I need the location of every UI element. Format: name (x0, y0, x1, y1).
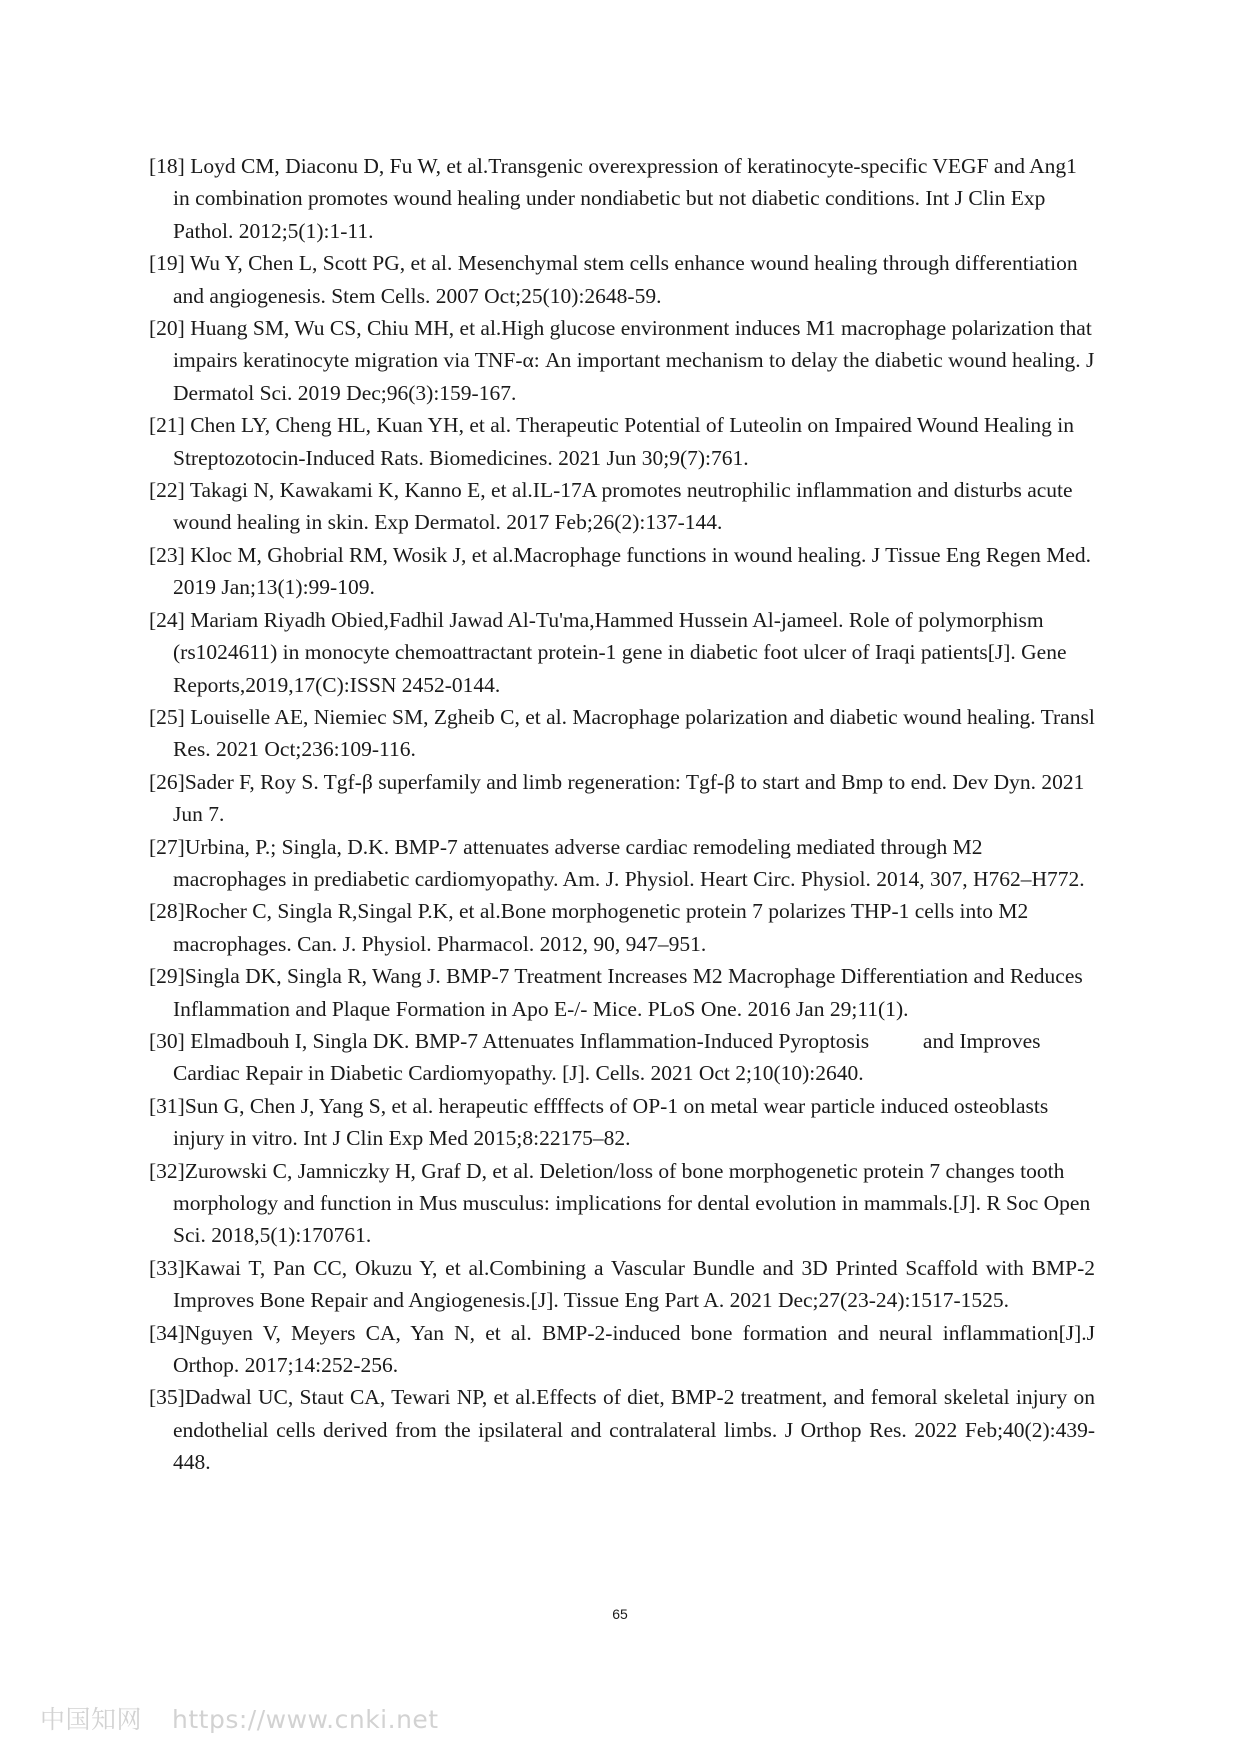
reference-item (149, 312, 1095, 409)
reference-number: [34] (149, 1320, 185, 1345)
reference-item (149, 701, 1095, 766)
reference-number: [26] (149, 769, 185, 794)
reference-item (149, 247, 1095, 312)
watermark-site-name: 中国知网 (40, 1705, 143, 1734)
reference-number: [35] (149, 1385, 185, 1410)
reference-item (149, 831, 1095, 896)
page-number: 65 (612, 1606, 628, 1622)
reference-item (149, 1252, 1095, 1317)
reference-item (149, 1381, 1095, 1478)
reference-text: Zurowski C, Jamniczky H, Graf D, et al. Deletion/loss of bone morphogenetic protein 7 changes tooth morphology and function in Mus musculus: implications for dental evolution in mammals.[J]. R Soc Open Sci. 2018,5(1):170761. (173, 1158, 1091, 1248)
reference-text: Takagi N, Kawakami K, Kanno E, et al.IL-17A promotes neutrophilic inflammation and disturbs acute wound healing in skin. Exp Dermatol. 2017 Feb;26(2):137-144. (173, 478, 1073, 535)
reference-text: Huang SM, Wu CS, Chiu MH, et al.High glucose environment induces M1 macrophage polarization that impairs keratinocyte migration via TNF-α: An important mechanism to delay the diabetic wound healing. J Dermatol Sci. 2019 Dec;96(3):159-167. (173, 316, 1095, 405)
reference-text: Sun G, Chen J, Yang S, et al. herapeutic effffects of OP-1 on metal wear particle induced osteoblasts injury in vitro. Int J Clin Exp Med 2015;8:22175–82. (173, 1093, 1049, 1151)
reference-item (149, 960, 1095, 1025)
reference-list (149, 150, 1095, 1479)
reference-text: Louiselle AE, Niemiec SM, Zgheib C, et al. Macrophage polarization and diabetic wound healing. Transl Res. 2021 Oct;236:109-116. (173, 704, 1095, 762)
reference-text: Nguyen V, Meyers CA, Yan N, et al. BMP-2-induced bone formation and neural inflammation[J].J Orthop. 2017;14:252-256. (173, 1320, 1095, 1378)
reference-number: [22] (149, 478, 185, 503)
reference-item (149, 474, 1095, 539)
reference-number: [27] (149, 834, 185, 859)
reference-number: [20] (149, 316, 185, 341)
reference-number: [19] (149, 251, 185, 276)
reference-item (149, 895, 1095, 960)
reference-item (149, 604, 1095, 701)
reference-text: Kloc M, Ghobrial RM, Wosik J, et al.Macrophage functions in wound healing. J Tissue Eng Regen Med. 2019 Jan;13(1):99-109. (173, 542, 1091, 600)
reference-text: Urbina, P.; Singla, D.K. BMP-7 attenuates adverse cardiac remodeling mediated through M2 macrophages in prediabetic cardiomyopathy. Am. J. Physiol. Heart Circ. Physiol. 2014, 307, H762–H772. (173, 834, 1085, 891)
reference-text: Sader F, Roy S. Tgf-β superfamily and limb regeneration: Tgf-β to start and Bmp to end. Dev Dyn. 2021 Jun 7. (173, 769, 1085, 827)
reference-number: [28] (149, 899, 185, 924)
reference-number: [32] (149, 1158, 185, 1183)
watermark-url: https://www.cnki.net (172, 1705, 439, 1734)
reference-text: Mariam Riyadh Obied,Fadhil Jawad Al-Tu'ma,Hammed Hussein Al-jameel. Role of polymorphism (rs1024611) in monocyte chemoattractant protein-1 gene in diabetic foot ulcer of Iraqi patients[J]. Gene Reports,2019,17(C):ISSN 2452-0144. (173, 607, 1067, 697)
reference-item (149, 409, 1095, 474)
reference-item (149, 766, 1095, 831)
reference-text: Rocher C, Singla R,Singal P.K, et al.Bone morphogenetic protein 7 polarizes THP-1 cells into M2 macrophages. Can. J. Physiol. Pharmacol. 2012, 90, 947–951. (173, 899, 1029, 956)
reference-item (149, 150, 1095, 247)
reference-item (149, 539, 1095, 604)
reference-item (149, 1155, 1095, 1252)
reference-number: [29] (149, 964, 185, 989)
reference-number: [31] (149, 1093, 185, 1118)
reference-text: Kawai T, Pan CC, Okuzu Y, et al.Combining a Vascular Bundle and 3D Printed Scaffold with BMP-2 Improves Bone Repair and Angiogenesis.[J]. Tissue Eng Part A. 2021 Dec;27(23-24):1517-1525. (173, 1255, 1095, 1313)
reference-number: [33] (149, 1255, 185, 1280)
reference-text: Wu Y, Chen L, Scott PG, et al. Mesenchymal stem cells enhance wound healing through differentiation and angiogenesis. Stem Cells. 2007 Oct;25(10):2648-59. (173, 251, 1078, 308)
reference-text: Singla DK, Singla R, Wang J. BMP-7 Treatment Increases M2 Macrophage Differentiation and Reduces Inflammation and Plaque Formation in Apo E-/- Mice. PLoS One. 2016 Jan 29;11(1). (173, 964, 1083, 1021)
reference-number: [25] (149, 704, 185, 729)
reference-text: Loyd CM, Diaconu D, Fu W, et al.Transgenic overexpression of keratinocyte-specific VEGF and Ang1 in combination promotes wound healing under nondiabetic but not diabetic conditions. Int J Clin Exp Pathol. 2012;5(1):1-11. (173, 154, 1077, 243)
reference-number: [18] (149, 154, 185, 178)
reference-text: Elmadbouh I, Singla DK. BMP-7 Attenuates Inflammation-Induced Pyroptosis and Improves Cardiac Repair in Diabetic Cardiomyopathy. [J]. Cells. 2021 Oct 2;10(10):2640. (173, 1028, 1046, 1086)
cnki-watermark (40, 1700, 439, 1736)
reference-item (149, 1317, 1095, 1382)
reference-number: [24] (149, 607, 185, 632)
reference-text: Dadwal UC, Staut CA, Tewari NP, et al.Effects of diet, BMP-2 treatment, and femoral skeletal injury on endothelial cells derived from the ipsilateral and contralateral limbs. J Orthop Res. 2022 Feb;40(2):439-448. (173, 1385, 1095, 1475)
reference-number: [30] (149, 1028, 185, 1053)
reference-item (149, 1025, 1095, 1090)
reference-number: [21] (149, 413, 185, 438)
reference-text: Chen LY, Cheng HL, Kuan YH, et al. Therapeutic Potential of Luteolin on Impaired Wound Healing in Streptozotocin-Induced Rats. Biomedicines. 2021 Jun 30;9(7):761. (173, 413, 1075, 470)
reference-item (149, 1090, 1095, 1155)
reference-number: [23] (149, 542, 185, 567)
